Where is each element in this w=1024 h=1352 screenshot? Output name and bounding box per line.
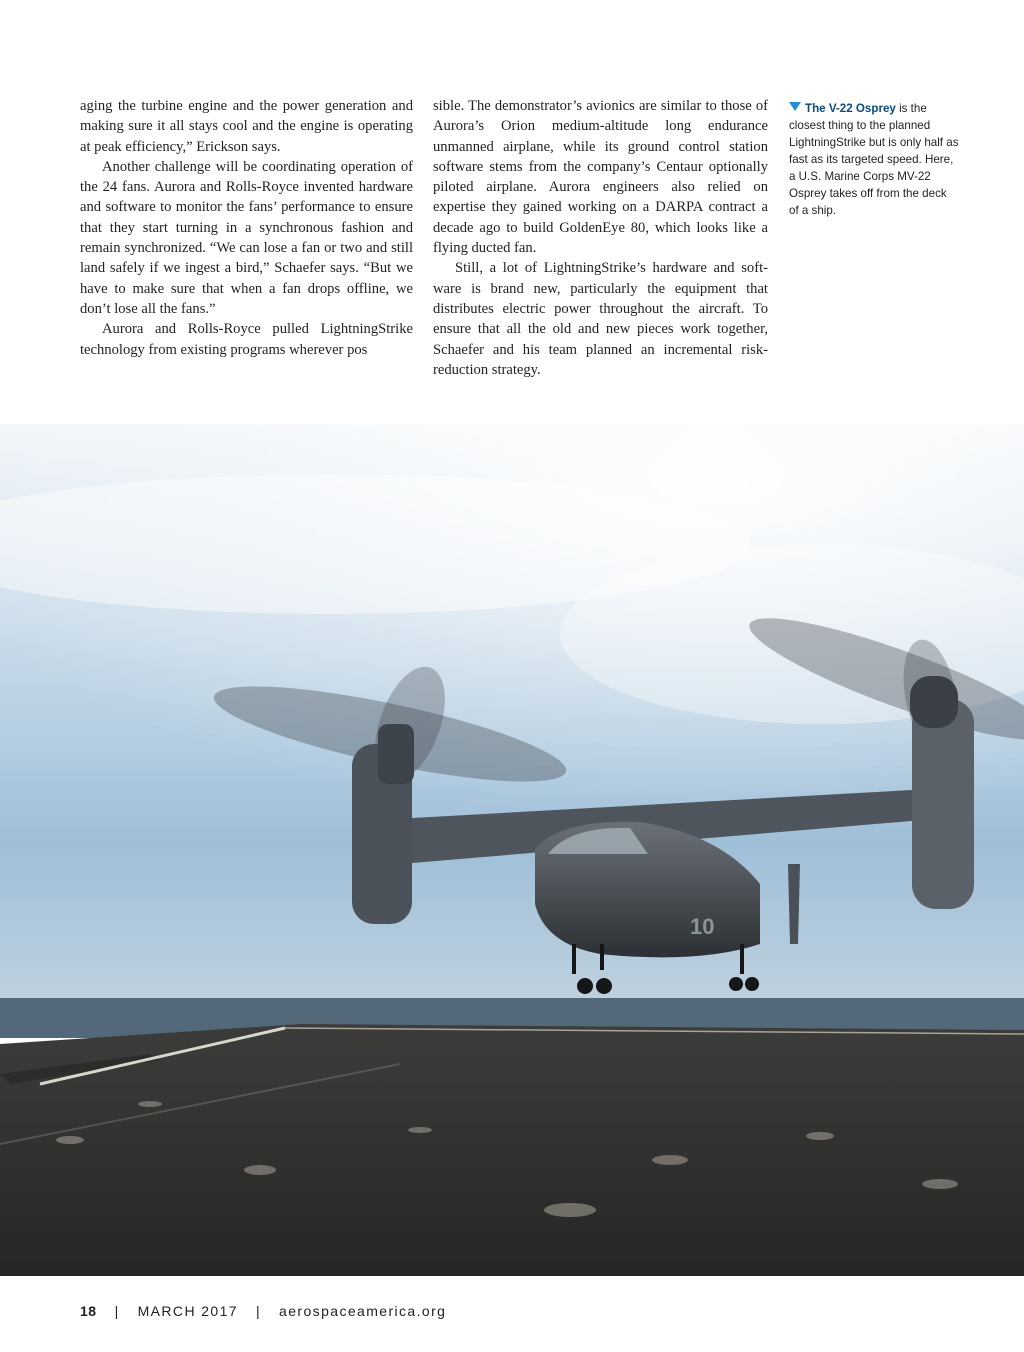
article-column-2: [433, 96, 768, 380]
osprey-photo: [0, 424, 1024, 1276]
right-nacelle: [912, 699, 974, 909]
caption-arrow-icon: [789, 102, 801, 111]
article-paragraph: Aurora and Rolls-Royce pulled LightningStrike technology from existing programs wherever pos: [80, 321, 413, 358]
caption-lead: The V-22 Osprey: [805, 102, 896, 115]
page-footer: [80, 1303, 446, 1319]
footer-separator: |: [256, 1303, 262, 1319]
article-paragraph: Still, a lot of LightningStrike’s hardware and software is brand new, particularly the equipment that distributes electric power throughout the aircraft. To ensure that all the old and new pieces work together, Schaefer and his team planned an incremental risk-reduction strategy.: [433, 260, 768, 378]
ship-deck: [0, 1024, 1024, 1276]
article-paragraph: aging the turbine engine and the power generation and making sure it all stays cool and the engine is operating at peak efficiency,” Erickson says.: [80, 98, 413, 155]
photo-caption: [789, 100, 959, 219]
article-paragraph: Another challenge will be coordinating operation of the 24 fans. Aurora and Rolls-Royce invented hardware and software to monitor the fans’ performance to ensure that they start turning in a synchronous fashion and remain synchronized. “We can lose a fan or two and still land safely if we ingest a bird,” Schaefer says. “But we have to make sure that when a fan drops offline, we don’t lose all the fans.”: [80, 158, 413, 317]
article-column-1: [80, 96, 413, 360]
issue-date: MARCH 2017: [137, 1303, 238, 1319]
page-number: 18: [80, 1303, 97, 1319]
aircraft-number: 10: [690, 914, 715, 939]
caption-body: is the closest thing to the planned LightningStrike but is only half as fast as its targeted speed. Here, a U.S. Marine Corps MV-22 Osprey takes off from the deck of a ship.: [789, 102, 959, 217]
website-link[interactable]: aerospaceamerica.org: [279, 1303, 447, 1319]
footer-separator: |: [114, 1303, 120, 1319]
article-paragraph: sible. The demonstrator’s avionics are similar to those of Aurora’s Orion medium-altitude long endurance unmanned airplane, while its ground control station software stems from the company’s Centaur optionally piloted airplane. Aurora engineers also relied on expertise they gained working on a DARPA contract a decade ago to build GoldenEye 80, which looks like a flying ducted fan.: [433, 98, 768, 257]
